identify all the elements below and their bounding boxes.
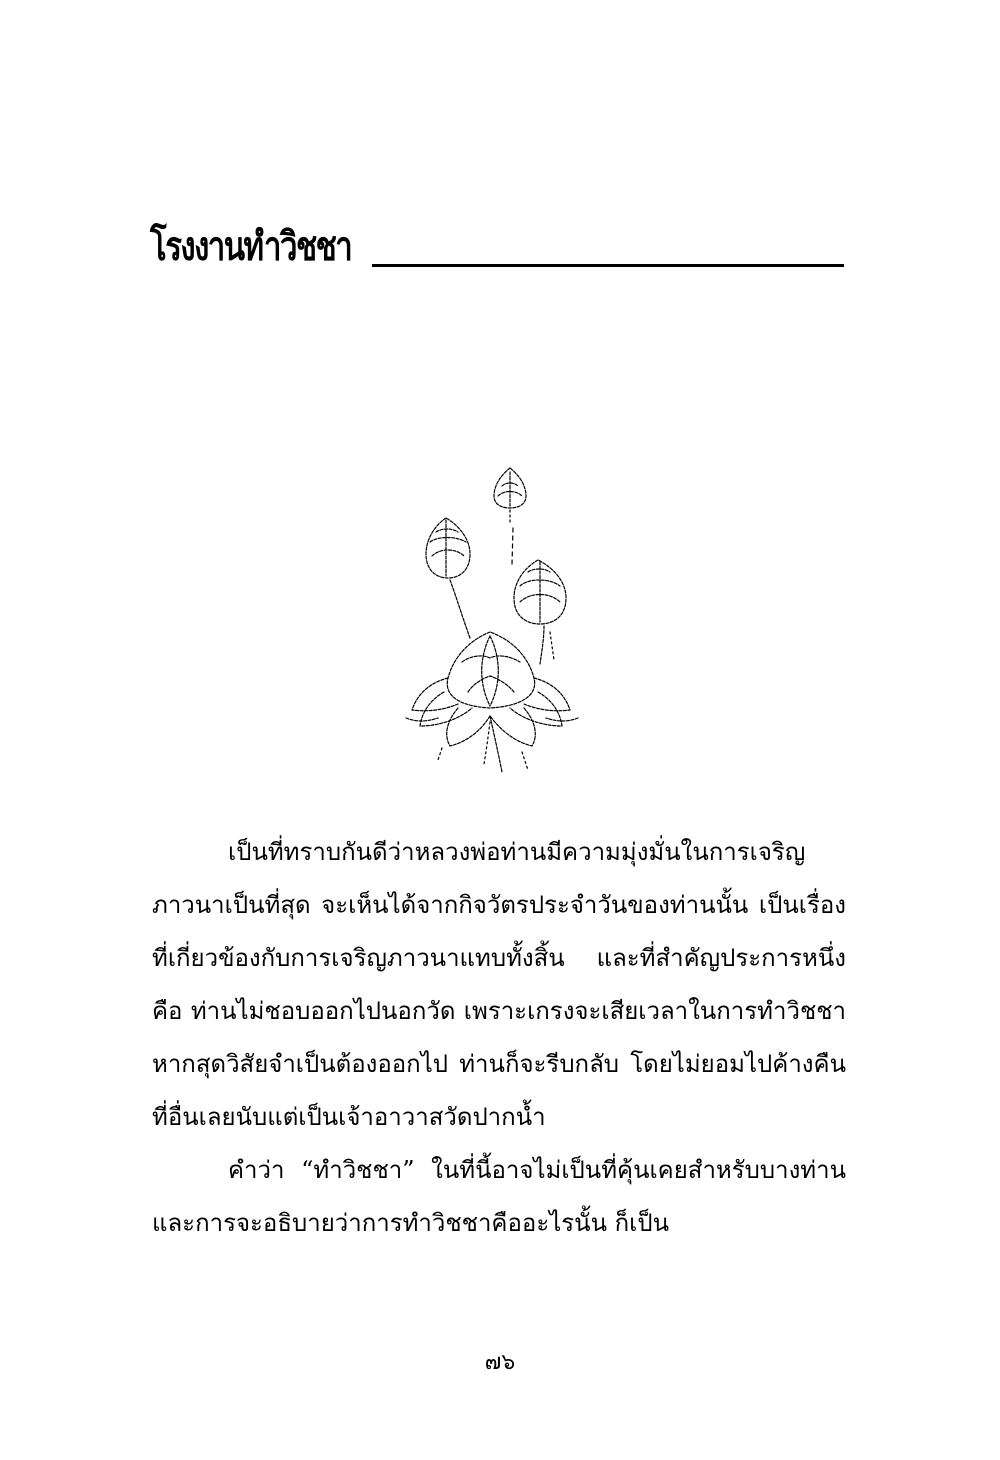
chapter-title: โรงงานทำวิชชา: [150, 224, 352, 270]
page-number: ๗๖: [484, 1350, 516, 1375]
chapter-header: [150, 222, 850, 272]
lotus-flower-icon: [398, 460, 588, 780]
paragraph-2: คำว่า “ทำวิชชา” ในที่นี้อาจไม่เป็นที่คุ้นเคยสำหรับบางท่าน และการจะอธิบายว่าการทำวิชชาคืออะไรนั้น ก็เป็น: [152, 1156, 846, 1237]
paragraph-1: เป็นที่ทราบกันดีว่าหลวงพ่อท่านมีความมุ่งมั่นในการเจริญภาวนาเป็นที่สุด จะเห็นได้จากกิจวัตรประจำวันของท่านนั้น เป็นเรื่องที่เกี่ยวข้องกับการเจริญภาวนาแทบทั้งสิ้น และที่สำคัญประการหนึ่งคือ ท่านไม่ชอบออกไปนอกวัด เพราะเกรงจะเสียเวลาในการทำวิชชา หากสุดวิสัยจำเป็นต้องออกไป ท่านก็จะรีบกลับ โดยไม่ยอมไปค้างคืนที่อื่นเลยนับแต่เป็นเจ้าอาวาสวัดปากน้ำ: [152, 838, 846, 1131]
body-text: [152, 826, 846, 1250]
title-underline: [372, 264, 844, 267]
